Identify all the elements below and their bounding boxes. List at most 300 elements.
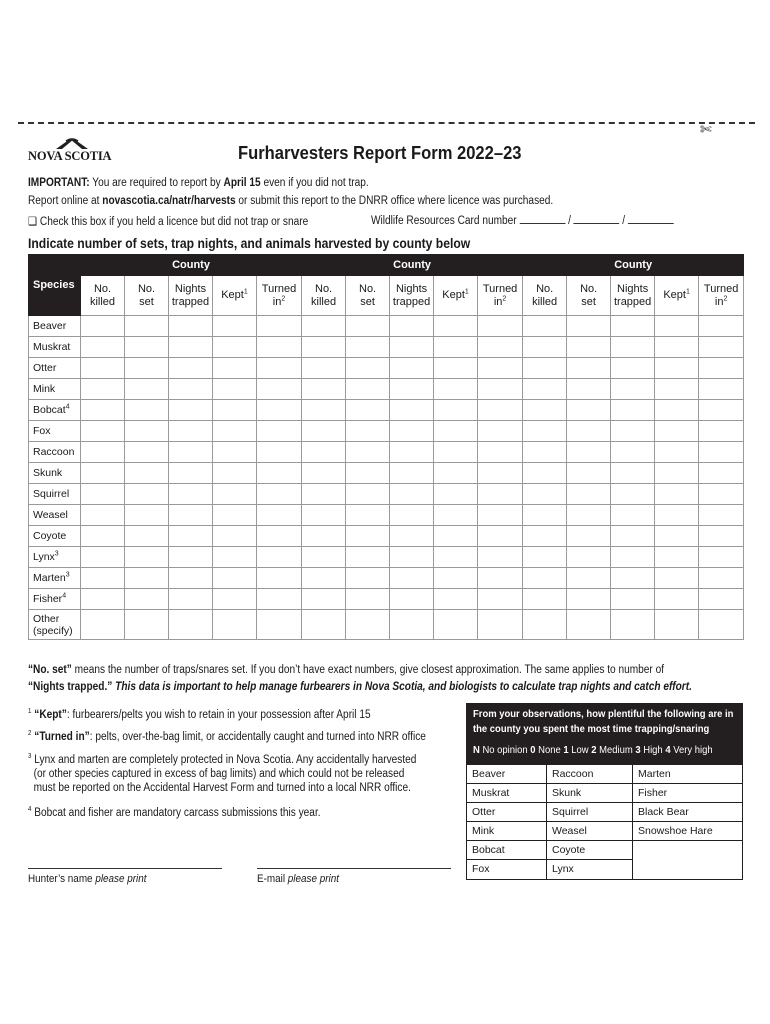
hunter-name-field[interactable]	[28, 868, 222, 885]
entry-cell[interactable]	[611, 358, 655, 379]
entry-cell[interactable]	[478, 442, 523, 463]
table-row	[29, 526, 744, 547]
entry-cell[interactable]	[390, 337, 434, 358]
entry-cell[interactable]	[390, 442, 434, 463]
entry-cell[interactable]	[346, 484, 390, 505]
entry-cell[interactable]	[257, 484, 302, 505]
entry-cell[interactable]	[125, 337, 169, 358]
entry-cell[interactable]	[81, 526, 125, 547]
intro-line-1	[28, 177, 369, 189]
species-name: Muskrat	[29, 337, 81, 358]
entry-cell[interactable]	[81, 421, 125, 442]
entry-cell[interactable]	[655, 505, 699, 526]
entry-cell[interactable]	[81, 505, 125, 526]
entry-cell[interactable]	[478, 610, 523, 640]
entry-cell[interactable]	[611, 316, 655, 337]
footnote-text: must be reported on the Accidental Harvest Form and turned into a local NRR office.	[33, 782, 411, 794]
entry-cell[interactable]	[434, 358, 478, 379]
entry-cell[interactable]	[655, 463, 699, 484]
observation-item[interactable]: Otter	[467, 803, 547, 822]
entry-cell[interactable]	[302, 610, 346, 640]
observations-grid	[467, 764, 742, 879]
entry-cell[interactable]	[213, 484, 257, 505]
entry-cell[interactable]	[302, 589, 346, 610]
column-header: No. killed	[523, 276, 567, 316]
entry-cell[interactable]	[523, 526, 567, 547]
entry-cell[interactable]	[434, 442, 478, 463]
logo-wordmark: NOVA SCOTIA	[28, 149, 112, 163]
entry-cell[interactable]	[169, 505, 213, 526]
harvest-url-link[interactable]: novascotia.ca/natr/harvests	[102, 195, 236, 207]
observation-empty-cell[interactable]	[633, 841, 742, 860]
entry-cell[interactable]	[125, 379, 169, 400]
entry-cell[interactable]	[390, 484, 434, 505]
hunter-name-label: Hunter’s name	[28, 873, 93, 885]
entry-cell[interactable]	[611, 400, 655, 421]
entry-cell[interactable]	[81, 316, 125, 337]
entry-cell[interactable]	[699, 400, 744, 421]
entry-cell[interactable]	[434, 547, 478, 568]
scale-key: N	[473, 744, 480, 756]
observation-item[interactable]: Fox	[467, 860, 547, 879]
entry-cell[interactable]	[567, 484, 611, 505]
entry-cell[interactable]	[81, 568, 125, 589]
entry-cell[interactable]	[434, 379, 478, 400]
entry-cell[interactable]	[611, 421, 655, 442]
column-header: No. killed	[81, 276, 125, 316]
entry-cell[interactable]	[523, 463, 567, 484]
entry-cell[interactable]	[257, 400, 302, 421]
entry-cell[interactable]	[81, 337, 125, 358]
entry-cell[interactable]	[169, 421, 213, 442]
entry-cell[interactable]	[434, 505, 478, 526]
entry-cell[interactable]	[699, 463, 744, 484]
entry-cell[interactable]	[169, 442, 213, 463]
entry-cell[interactable]	[567, 568, 611, 589]
entry-cell[interactable]	[611, 547, 655, 568]
entry-cell[interactable]	[655, 526, 699, 547]
observation-item[interactable]: Black Bear	[633, 803, 742, 822]
entry-cell[interactable]	[81, 484, 125, 505]
entry-cell[interactable]	[655, 358, 699, 379]
entry-cell[interactable]	[302, 484, 346, 505]
entry-cell[interactable]	[81, 442, 125, 463]
harvest-table	[28, 254, 744, 640]
entry-cell[interactable]	[169, 400, 213, 421]
entry-cell[interactable]	[699, 316, 744, 337]
entry-cell[interactable]	[567, 442, 611, 463]
column-header: Nights trapped	[390, 276, 434, 316]
observation-item[interactable]: Skunk	[547, 784, 633, 803]
species-name: Fox	[29, 421, 81, 442]
entry-cell[interactable]	[169, 526, 213, 547]
did-not-trap-checkbox[interactable]: ❑	[28, 216, 38, 228]
entry-cell[interactable]	[611, 379, 655, 400]
entry-cell[interactable]	[257, 379, 302, 400]
entry-cell[interactable]	[302, 547, 346, 568]
entry-cell[interactable]	[434, 526, 478, 547]
intro-line-3	[28, 214, 308, 228]
entry-cell[interactable]	[346, 337, 390, 358]
entry-cell[interactable]	[567, 463, 611, 484]
entry-cell[interactable]	[125, 484, 169, 505]
entry-cell[interactable]	[346, 442, 390, 463]
entry-cell[interactable]	[213, 337, 257, 358]
column-header: Nights trapped	[611, 276, 655, 316]
entry-cell[interactable]	[257, 526, 302, 547]
entry-cell[interactable]	[390, 379, 434, 400]
entry-cell[interactable]	[655, 379, 699, 400]
entry-cell[interactable]	[81, 547, 125, 568]
note-term: “Nights trapped.”	[28, 681, 113, 693]
species-name: Squirrel	[29, 484, 81, 505]
table-row	[29, 421, 744, 442]
entry-cell[interactable]	[302, 337, 346, 358]
entry-cell[interactable]	[478, 358, 523, 379]
entry-cell[interactable]	[302, 316, 346, 337]
entry-cell[interactable]	[346, 547, 390, 568]
table-row	[29, 442, 744, 463]
note-text: means the number of traps/snares set. If you don’t have exact numbers, give closest approximation. The same applies to number of	[71, 664, 665, 676]
entry-cell[interactable]	[390, 589, 434, 610]
entry-cell[interactable]	[611, 568, 655, 589]
entry-cell[interactable]	[699, 421, 744, 442]
entry-cell[interactable]	[699, 358, 744, 379]
table-row	[29, 568, 744, 589]
entry-cell[interactable]	[699, 379, 744, 400]
entry-cell[interactable]	[523, 379, 567, 400]
footnote-1	[28, 708, 371, 722]
entry-cell[interactable]	[346, 610, 390, 640]
entry-cell[interactable]	[523, 505, 567, 526]
entry-cell[interactable]	[390, 526, 434, 547]
wrc-input-3[interactable]	[628, 214, 674, 224]
entry-cell[interactable]	[213, 463, 257, 484]
entry-cell[interactable]	[125, 463, 169, 484]
entry-cell[interactable]	[478, 379, 523, 400]
entry-cell[interactable]	[302, 568, 346, 589]
entry-cell[interactable]	[346, 358, 390, 379]
entry-cell[interactable]	[478, 526, 523, 547]
entry-cell[interactable]	[478, 337, 523, 358]
entry-cell[interactable]	[699, 547, 744, 568]
footnote-3	[28, 753, 416, 795]
entry-cell[interactable]	[346, 421, 390, 442]
entry-cell[interactable]	[213, 400, 257, 421]
observation-item[interactable]: Fisher	[633, 784, 742, 803]
entry-cell[interactable]	[390, 610, 434, 640]
entry-cell[interactable]	[478, 316, 523, 337]
entry-cell[interactable]	[125, 568, 169, 589]
entry-cell[interactable]	[478, 547, 523, 568]
entry-cell[interactable]	[611, 463, 655, 484]
entry-cell[interactable]	[213, 526, 257, 547]
entry-cell[interactable]	[478, 589, 523, 610]
entry-cell[interactable]	[213, 358, 257, 379]
entry-cell[interactable]	[257, 568, 302, 589]
observation-empty-cell[interactable]	[633, 860, 742, 879]
entry-cell[interactable]	[302, 463, 346, 484]
entry-cell[interactable]	[523, 610, 567, 640]
entry-cell[interactable]	[478, 400, 523, 421]
entry-cell[interactable]	[213, 442, 257, 463]
nights-trapped-note	[28, 681, 692, 693]
entry-cell[interactable]	[390, 400, 434, 421]
entry-cell[interactable]	[478, 421, 523, 442]
intro-text: or submit this report to the DNRR office where licence was purchased.	[235, 195, 554, 207]
entry-cell[interactable]	[655, 337, 699, 358]
entry-cell[interactable]	[567, 505, 611, 526]
entry-cell[interactable]	[302, 421, 346, 442]
entry-cell[interactable]	[169, 358, 213, 379]
entry-cell[interactable]	[346, 568, 390, 589]
observation-item[interactable]: Marten	[633, 765, 742, 784]
entry-cell[interactable]	[169, 337, 213, 358]
entry-cell[interactable]	[257, 589, 302, 610]
entry-cell[interactable]	[655, 442, 699, 463]
observation-item[interactable]: Coyote	[547, 841, 633, 860]
entry-cell[interactable]	[257, 610, 302, 640]
entry-cell[interactable]	[302, 526, 346, 547]
entry-cell[interactable]	[567, 589, 611, 610]
entry-cell[interactable]	[523, 400, 567, 421]
entry-cell[interactable]	[213, 316, 257, 337]
entry-cell[interactable]	[125, 589, 169, 610]
footnote-number: 1	[28, 708, 32, 716]
entry-cell[interactable]	[169, 316, 213, 337]
observation-item[interactable]: Muskrat	[467, 784, 547, 803]
entry-cell[interactable]	[390, 505, 434, 526]
column-header: Kept$^1$	[655, 276, 699, 316]
entry-cell[interactable]	[611, 442, 655, 463]
entry-cell[interactable]	[302, 442, 346, 463]
entry-cell[interactable]	[523, 589, 567, 610]
entry-cell[interactable]	[567, 547, 611, 568]
observation-item[interactable]: Weasel	[547, 822, 633, 841]
entry-cell[interactable]	[655, 547, 699, 568]
entry-cell[interactable]	[81, 463, 125, 484]
entry-cell[interactable]	[257, 337, 302, 358]
entry-cell[interactable]	[567, 337, 611, 358]
column-header: Kept$^1$	[434, 276, 478, 316]
entry-cell[interactable]	[611, 526, 655, 547]
footnote-term: “Kept”	[34, 709, 67, 721]
entry-cell[interactable]	[257, 358, 302, 379]
entry-cell[interactable]	[523, 337, 567, 358]
observation-item[interactable]: Mink	[467, 822, 547, 841]
entry-cell[interactable]	[81, 358, 125, 379]
entry-cell[interactable]	[125, 505, 169, 526]
entry-cell[interactable]	[169, 610, 213, 640]
scale-key: 3	[635, 744, 641, 756]
entry-cell[interactable]	[523, 316, 567, 337]
entry-cell[interactable]	[125, 547, 169, 568]
entry-cell[interactable]	[478, 463, 523, 484]
column-header: No. killed	[302, 276, 346, 316]
species-name: Otter	[29, 358, 81, 379]
wrc-input-1[interactable]	[520, 214, 566, 224]
entry-cell[interactable]	[699, 442, 744, 463]
scale-key: 2	[591, 744, 597, 756]
scissors-icon: ✄	[700, 122, 712, 138]
entry-cell[interactable]	[169, 484, 213, 505]
entry-cell[interactable]	[434, 316, 478, 337]
checkbox-label: Check this box if you held a licence but did not trap or snare	[37, 216, 309, 228]
entry-cell[interactable]	[169, 547, 213, 568]
observation-item[interactable]: Squirrel	[547, 803, 633, 822]
entry-cell[interactable]	[346, 379, 390, 400]
entry-cell[interactable]	[213, 421, 257, 442]
entry-cell[interactable]	[302, 358, 346, 379]
observation-item[interactable]: Snowshoe Hare	[633, 822, 742, 841]
scale-label: None	[535, 744, 564, 756]
entry-cell[interactable]	[478, 505, 523, 526]
entry-cell[interactable]	[81, 610, 125, 640]
entry-cell[interactable]	[390, 421, 434, 442]
entry-cell[interactable]	[390, 316, 434, 337]
species-name: Coyote	[29, 526, 81, 547]
entry-cell[interactable]	[125, 610, 169, 640]
entry-cell[interactable]	[125, 421, 169, 442]
entry-cell[interactable]	[699, 337, 744, 358]
entry-cell[interactable]	[257, 442, 302, 463]
entry-cell[interactable]	[81, 589, 125, 610]
entry-cell[interactable]	[699, 505, 744, 526]
entry-cell[interactable]	[523, 547, 567, 568]
entry-cell[interactable]	[699, 568, 744, 589]
column-header: Turned $in^2$	[257, 276, 302, 316]
entry-cell[interactable]	[434, 568, 478, 589]
entry-cell[interactable]	[567, 379, 611, 400]
entry-cell[interactable]	[655, 316, 699, 337]
entry-cell[interactable]	[213, 547, 257, 568]
entry-cell[interactable]	[611, 337, 655, 358]
entry-cell[interactable]	[125, 526, 169, 547]
footnote-text: Lynx and marten are completely protected in Nova Scotia. Any accidentally harvested	[34, 754, 417, 766]
entry-cell[interactable]	[611, 610, 655, 640]
entry-cell[interactable]	[611, 505, 655, 526]
entry-cell[interactable]	[434, 463, 478, 484]
entry-cell[interactable]	[125, 442, 169, 463]
entry-cell[interactable]	[523, 358, 567, 379]
entry-cell[interactable]	[434, 400, 478, 421]
entry-cell[interactable]	[611, 589, 655, 610]
entry-cell[interactable]	[125, 316, 169, 337]
entry-cell[interactable]	[567, 358, 611, 379]
scale-label: Low	[568, 744, 592, 756]
note-term: “No. set”	[28, 664, 72, 676]
species-name: Beaver	[29, 316, 81, 337]
entry-cell[interactable]	[567, 526, 611, 547]
entry-cell[interactable]	[213, 589, 257, 610]
entry-cell[interactable]	[390, 568, 434, 589]
entry-cell[interactable]	[434, 337, 478, 358]
entry-cell[interactable]	[655, 589, 699, 610]
column-header: No. set	[125, 276, 169, 316]
entry-cell[interactable]	[213, 610, 257, 640]
entry-cell[interactable]	[125, 400, 169, 421]
entry-cell[interactable]	[346, 400, 390, 421]
entry-cell[interactable]	[655, 400, 699, 421]
entry-cell[interactable]	[81, 379, 125, 400]
entry-cell[interactable]	[169, 568, 213, 589]
entry-cell[interactable]	[81, 400, 125, 421]
entry-cell[interactable]	[213, 379, 257, 400]
entry-cell[interactable]	[213, 505, 257, 526]
entry-cell[interactable]	[257, 421, 302, 442]
entry-cell[interactable]	[434, 589, 478, 610]
entry-cell[interactable]	[523, 421, 567, 442]
entry-cell[interactable]	[655, 484, 699, 505]
entry-cell[interactable]	[346, 589, 390, 610]
observation-item[interactable]: Bobcat	[467, 841, 547, 860]
entry-cell[interactable]	[699, 610, 744, 640]
footnote-number: 2	[28, 730, 32, 738]
entry-cell[interactable]	[655, 610, 699, 640]
entry-cell[interactable]	[346, 463, 390, 484]
entry-cell[interactable]	[125, 358, 169, 379]
entry-cell[interactable]	[390, 358, 434, 379]
entry-cell[interactable]	[302, 400, 346, 421]
entry-cell[interactable]	[213, 568, 257, 589]
entry-cell[interactable]	[478, 568, 523, 589]
email-label: E-mail	[257, 873, 286, 885]
entry-cell[interactable]	[434, 484, 478, 505]
observation-item[interactable]: Raccoon	[547, 765, 633, 784]
entry-cell[interactable]	[434, 421, 478, 442]
entry-cell[interactable]	[567, 610, 611, 640]
entry-cell[interactable]	[169, 463, 213, 484]
column-header: Turned $in^2$	[699, 276, 744, 316]
entry-cell[interactable]	[567, 316, 611, 337]
observation-item[interactable]: Beaver	[467, 765, 547, 784]
important-label: IMPORTANT:	[28, 177, 90, 189]
entry-cell[interactable]	[257, 547, 302, 568]
entry-cell[interactable]	[257, 463, 302, 484]
entry-cell[interactable]	[567, 400, 611, 421]
entry-cell[interactable]	[478, 484, 523, 505]
email-field[interactable]	[257, 868, 451, 885]
entry-cell[interactable]	[699, 526, 744, 547]
county-header-3: County	[523, 255, 744, 276]
entry-cell[interactable]	[655, 421, 699, 442]
entry-cell[interactable]	[257, 505, 302, 526]
entry-cell[interactable]	[611, 484, 655, 505]
wrc-input-2[interactable]	[574, 214, 620, 224]
entry-cell[interactable]	[567, 421, 611, 442]
entry-cell[interactable]	[523, 484, 567, 505]
entry-cell[interactable]	[390, 463, 434, 484]
entry-cell[interactable]	[302, 379, 346, 400]
entry-cell[interactable]	[390, 547, 434, 568]
observation-item[interactable]: Lynx	[547, 860, 633, 879]
entry-cell[interactable]	[169, 379, 213, 400]
entry-cell[interactable]	[346, 316, 390, 337]
entry-cell[interactable]	[655, 568, 699, 589]
entry-cell[interactable]	[699, 484, 744, 505]
entry-cell[interactable]	[346, 505, 390, 526]
entry-cell[interactable]	[169, 589, 213, 610]
entry-cell[interactable]	[434, 610, 478, 640]
entry-cell[interactable]	[699, 589, 744, 610]
entry-cell[interactable]	[523, 442, 567, 463]
entry-cell[interactable]	[302, 505, 346, 526]
table-row	[29, 400, 744, 421]
entry-cell[interactable]	[346, 526, 390, 547]
species-name: Marten$^3$	[29, 568, 81, 589]
entry-cell[interactable]	[257, 316, 302, 337]
entry-cell[interactable]	[523, 568, 567, 589]
